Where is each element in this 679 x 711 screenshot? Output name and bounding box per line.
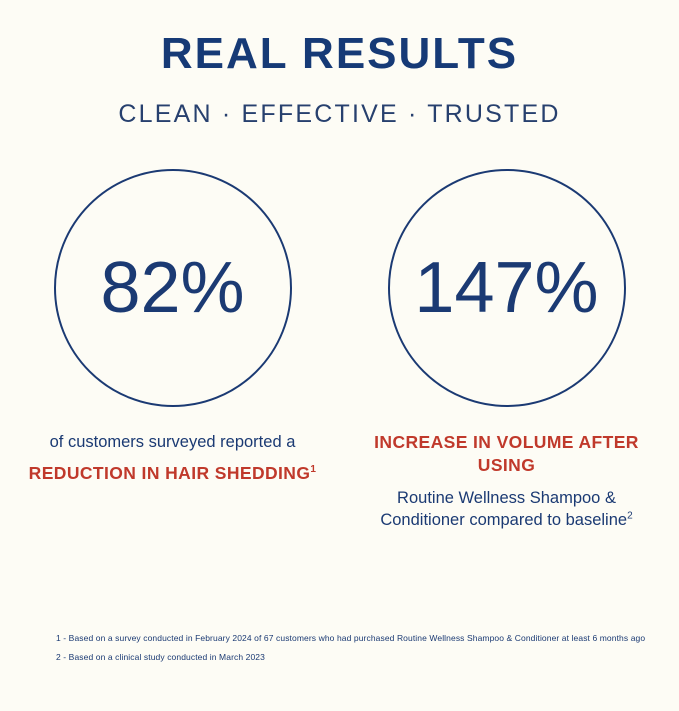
footnote-marker-1: 1: [310, 463, 317, 475]
stat-caption-highlight-volume: INCREASE IN VOLUME AFTER USING: [374, 432, 639, 475]
footnote-1: 1 - Based on a survey conducted in February 2024 of 67 customers who had purchased Routine Wellness Shampoo & Conditioner at least 6 months ago: [56, 633, 646, 644]
stat-value-volume: 147%: [414, 248, 599, 328]
stat-caption-highlight-shedding: [23, 462, 323, 486]
page-subtitle: CLEAN · EFFECTIVE · TRUSTED: [118, 100, 561, 128]
stat-caption-plain-shedding: of customers surveyed reported a: [49, 433, 296, 451]
footnote-2: 2 - Based on a clinical study conducted in March 2023: [56, 652, 265, 663]
stat-caption-shedding: [23, 431, 323, 485]
stat-block-shedding: [23, 169, 323, 485]
stats-row: [0, 169, 679, 531]
footnote-marker-2: 2: [627, 510, 633, 522]
real-results-infographic: [0, 29, 679, 711]
page-title: REAL RESULTS: [160, 29, 519, 78]
stat-caption-highlight-text-shedding: REDUCTION IN HAIR SHEDDING: [28, 462, 311, 483]
footnotes: [56, 633, 645, 671]
stat-circle-volume: [388, 169, 626, 407]
stat-circle-shedding: [54, 169, 292, 407]
stat-block-volume: [357, 169, 657, 531]
stat-caption-plain-text-volume: Routine Wellness Shampoo & Conditioner compared to baseline: [380, 488, 628, 529]
stat-caption-volume: [357, 431, 657, 531]
stat-value-shedding: 82%: [100, 248, 245, 328]
stat-caption-plain-volume: [357, 487, 657, 532]
